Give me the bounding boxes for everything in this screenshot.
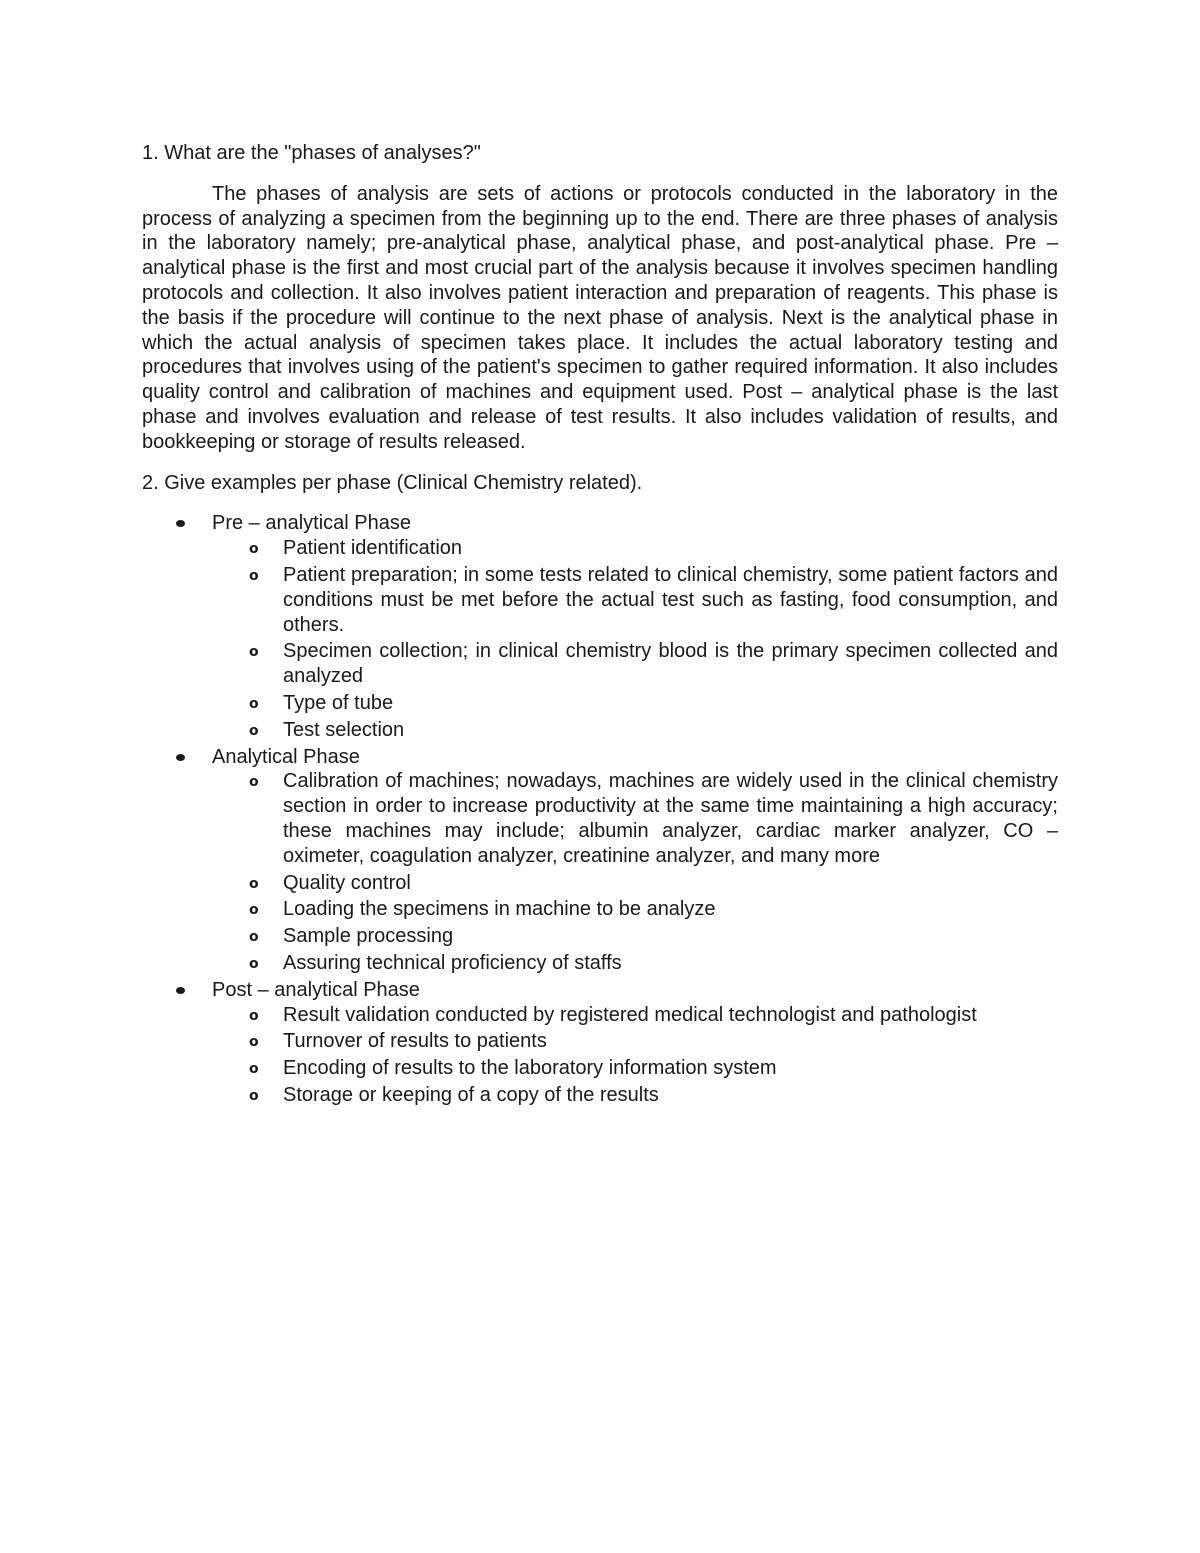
phase-list — [142, 511, 1058, 1107]
list-item — [212, 1083, 1058, 1108]
list-item — [212, 769, 1058, 868]
list-item-text: Loading the specimens in machine to be analyze — [283, 898, 716, 921]
list-item-text: Assuring technical proficiency of staffs — [283, 951, 622, 974]
list-item — [212, 1003, 1058, 1028]
phase-item-post-analytical — [142, 978, 1058, 1108]
bullet-o-icon: o — [249, 695, 259, 712]
list-item-text: Calibration of machines; nowadays, machines are widely used in the clinical chemistry section in order to increase productivity at the same time maintaining a high accuracy; these machines may include; albumin analyzer, cardiac marker analyzer, CO – oximeter, coagulation analyzer, creatinine analyzer, and many more — [283, 770, 1058, 867]
bullet-o-icon: o — [249, 902, 259, 919]
list-item — [212, 536, 1058, 561]
list-item — [212, 924, 1058, 949]
bullet-o-icon: o — [249, 1007, 259, 1024]
bullet-o-icon: o — [249, 1087, 259, 1104]
phase-name: Pre – analytical Phase — [212, 512, 412, 535]
phase-examples-list — [212, 769, 1058, 975]
list-item-text: Storage or keeping of a copy of the results — [283, 1083, 659, 1106]
document-page — [142, 141, 1058, 1110]
list-item-text: Test selection — [283, 718, 405, 741]
list-item — [212, 718, 1058, 743]
list-item — [212, 897, 1058, 922]
list-item — [212, 1029, 1058, 1054]
bullet-o-icon: o — [249, 1034, 259, 1051]
list-item-text: Patient identification — [283, 537, 463, 560]
bullet-dot-icon — [176, 987, 185, 994]
bullet-o-icon: o — [249, 1061, 259, 1078]
bullet-o-icon: o — [249, 929, 259, 946]
list-item-text: Sample processing — [283, 925, 454, 948]
phase-name: Post – analytical Phase — [212, 978, 420, 1001]
bullet-o-icon: o — [249, 541, 259, 558]
question-1-answer-paragraph: The phases of analysis are sets of actions or protocols conducted in the laboratory in the process of analyzing a specimen from the beginning up to the end. There are three phases of analysis in the laboratory namely; pre-analytical phase, analytical phase, and post-analytical phase. Pre – analytical phase is the first and most crucial part of the analysis because it involves specimen handling protocols and collection. It also involves patient interaction and preparation of reagents. This phase is the basis if the procedure will continue to the next phase of analysis. Next is the analytical phase in which the actual analysis of specimen takes place. It includes the actual laboratory testing and procedures that involves using of the patient's specimen to gather required information. It also includes quality control and calibration of machines and equipment used. Post – analytical phase is the last phase and involves evaluation and release of test results. It also includes validation of results, and bookkeeping or storage of results released. — [142, 182, 1058, 453]
list-item-text: Specimen collection; in clinical chemistry blood is the primary specimen collected and analyzed — [283, 640, 1058, 688]
list-item-text: Encoding of results to the laboratory information system — [283, 1057, 777, 1080]
bullet-o-icon: o — [249, 955, 259, 972]
question-1-title: 1. What are the "phases of analyses?" — [142, 142, 481, 164]
list-item-text: Quality control — [283, 871, 411, 894]
phase-item-analytical — [142, 745, 1058, 976]
list-item — [212, 563, 1058, 637]
list-item-text: Turnover of results to patients — [283, 1030, 547, 1053]
list-item-text: Patient preparation; in some tests related to clinical chemistry, some patient factors and conditions must be met before the actual test such as fasting, food consumption, and others. — [283, 563, 1058, 636]
bullet-o-icon: o — [249, 644, 259, 661]
phase-examples-list — [212, 536, 1058, 742]
bullet-dot-icon — [176, 520, 185, 527]
list-item — [212, 1056, 1058, 1081]
phase-name: Analytical Phase — [212, 745, 360, 768]
list-item — [212, 871, 1058, 896]
list-item — [212, 639, 1058, 689]
list-item-text: Type of tube — [283, 691, 394, 714]
bullet-o-icon: o — [249, 722, 259, 739]
list-item-text: Result validation conducted by registered medical technologist and pathologist — [283, 1003, 977, 1026]
bullet-o-icon: o — [249, 774, 259, 791]
phase-item-pre-analytical — [142, 511, 1058, 742]
list-item — [212, 691, 1058, 716]
bullet-dot-icon — [176, 754, 185, 761]
bullet-o-icon: o — [249, 875, 259, 892]
bullet-o-icon: o — [249, 567, 259, 584]
question-2-title: 2. Give examples per phase (Clinical Chemistry related). — [142, 471, 643, 494]
list-item — [212, 951, 1058, 976]
phase-examples-list — [212, 1003, 1058, 1108]
